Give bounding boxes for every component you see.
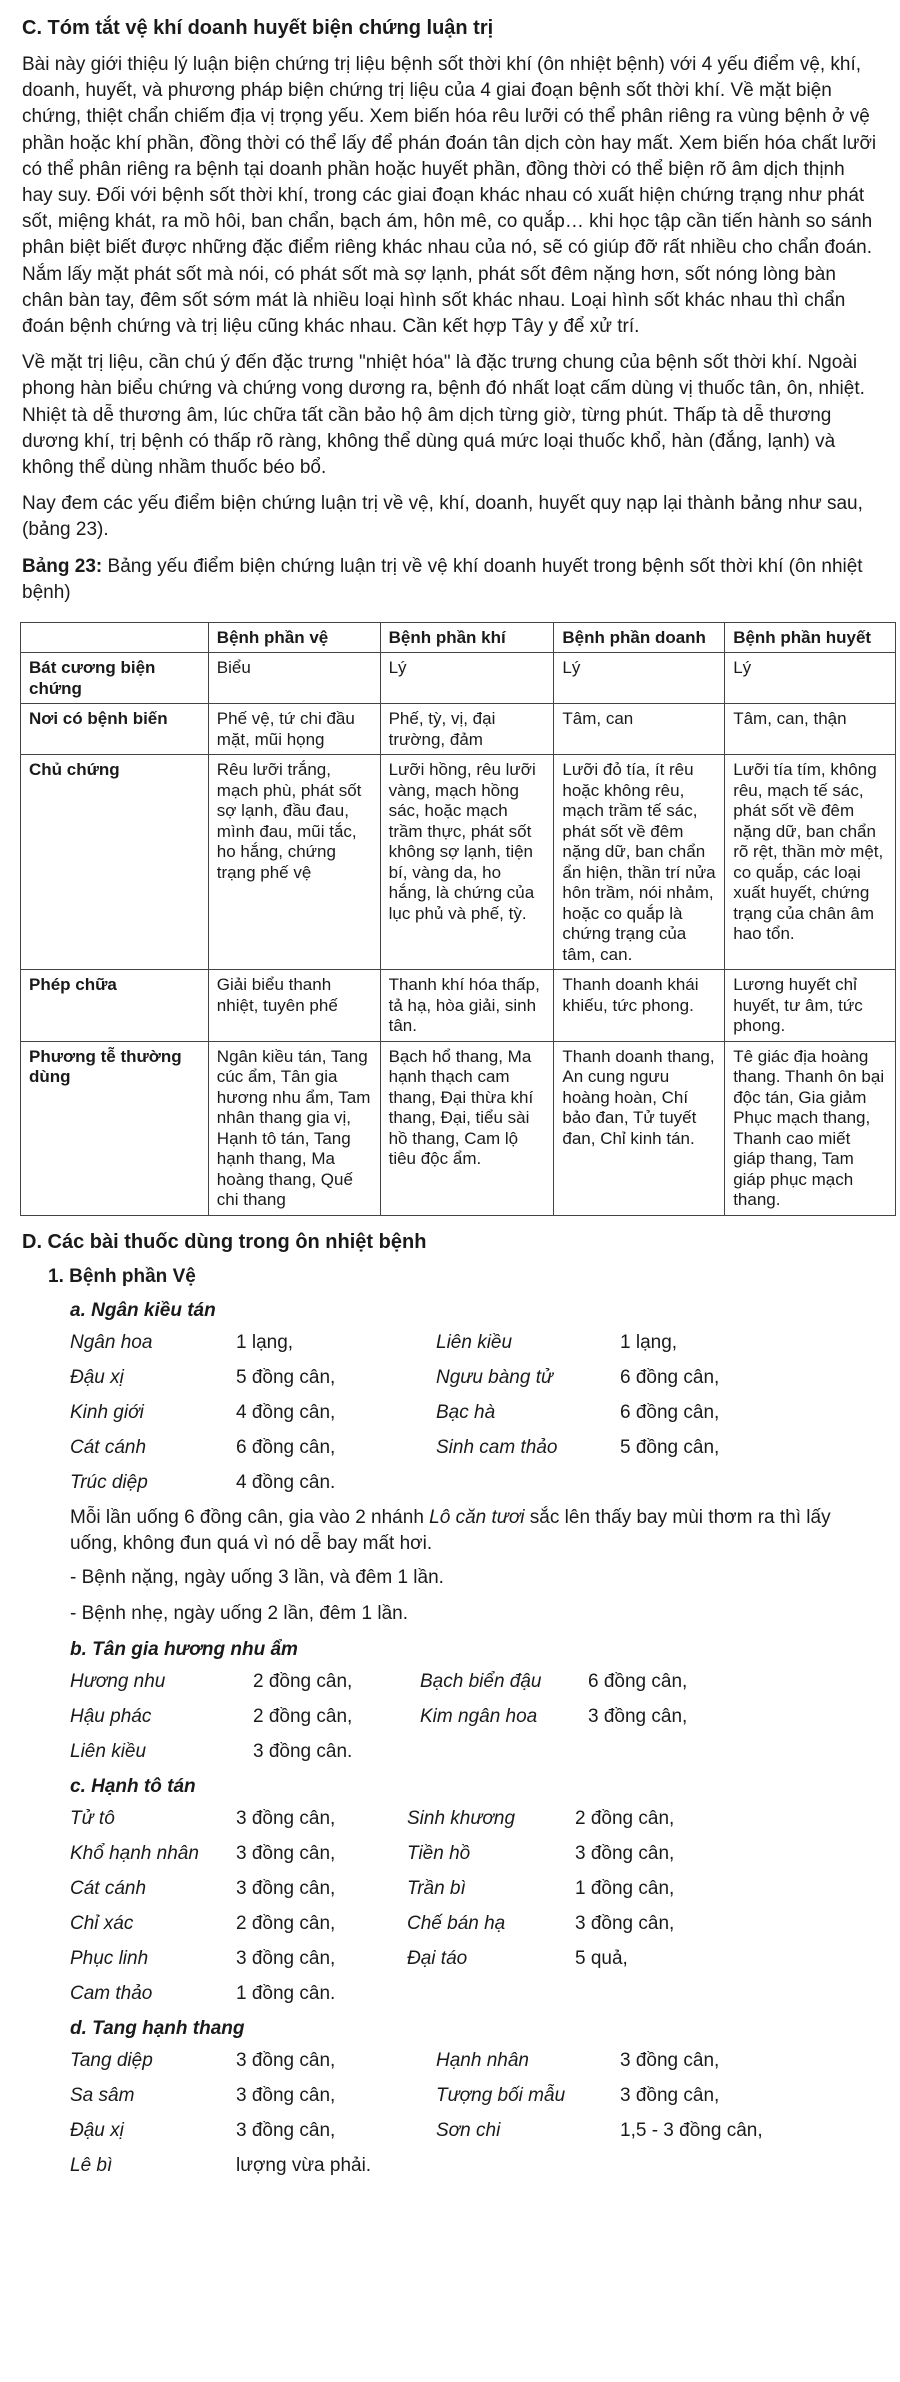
herb-amount: 2 đồng cân, xyxy=(253,1705,353,1727)
herb-amount: 1 đồng cân. xyxy=(236,1982,336,2004)
ingredient-row xyxy=(70,2083,878,2109)
herb-name: Chỉ xác xyxy=(70,1912,134,1934)
table-cell: Phế, tỳ, vị, đại trường, đảm xyxy=(380,704,554,755)
table-row-header: Bát cương biện chứng xyxy=(21,653,209,704)
formula-title: d. Tang hạnh thang xyxy=(70,2017,245,2039)
section-c-paragraph-3: Nay đem các yếu điểm biện chứng luận trị về vệ, khí, doanh, huyết quy nạp lại thành bảng như sau, (bảng 23). xyxy=(22,493,863,541)
table-cell: Biểu xyxy=(208,653,380,704)
herb-name: Kim ngân hoa xyxy=(420,1705,538,1727)
herb-amount: 1 lạng, xyxy=(236,1331,294,1353)
table-cell: Phế vệ, tứ chi đầu mặt, mũi họng xyxy=(208,704,380,755)
herb-amount: 2 đồng cân, xyxy=(253,1670,353,1692)
herb-name: Liên kiều xyxy=(70,1740,147,1762)
dosage-note: - Bệnh nhẹ, ngày uống 2 lần, đêm 1 lần. xyxy=(70,1602,409,1624)
ingredient-row xyxy=(70,2153,878,2179)
herb-name: Ngưu bàng tử xyxy=(436,1366,554,1388)
herb-name: Trần bì xyxy=(407,1877,466,1899)
ingredient-row xyxy=(70,1739,878,1765)
herb-amount: 3 đồng cân, xyxy=(588,1705,688,1727)
herb-name xyxy=(436,2153,620,2179)
table-cell: Lưỡi hồng, rêu lưỡi vàng, mạch hồng sác, hoặc mạch trầm thực, phát sốt không sợ lạnh, tiện bí, vàng da, ho hắng, là chứng của lục phủ và phế, tỳ. xyxy=(380,755,554,970)
syndrome-table xyxy=(20,622,896,1216)
herb-amount: 3 đồng cân, xyxy=(236,2084,336,2106)
herb-name: Tử tô xyxy=(70,1807,115,1829)
herb-amount: 1 đồng cân, xyxy=(575,1877,675,1899)
ingredient-row xyxy=(70,1806,878,1832)
herb-name: Hậu phác xyxy=(70,1705,152,1727)
herb-name: Liên kiều xyxy=(436,1331,513,1353)
herb-amount: 3 đồng cân, xyxy=(236,1842,336,1864)
herb-amount: 6 đồng cân, xyxy=(620,1366,720,1388)
herb-amount: 3 đồng cân, xyxy=(236,1807,336,1829)
herb-name: Sa sâm xyxy=(70,2084,135,2106)
table-row xyxy=(21,970,896,1042)
table-cell: Thanh doanh thang, An cung ngưu hoàng hoàn, Chí bảo đan, Tử tuyết đan, Chỉ kinh tán. xyxy=(554,1041,725,1215)
herb-amount: 5 đồng cân, xyxy=(236,1366,336,1388)
note-text: sắc lên thấy bay mùi thơm ra thì lấy uống, không đun quá vì nó dễ bay mất hơi. xyxy=(70,1506,831,1554)
herb-amount: 4 đồng cân. xyxy=(236,1471,336,1493)
herb-name xyxy=(436,1470,620,1496)
herb-amount: 6 đồng cân, xyxy=(236,1436,336,1458)
table-caption-text: Bảng yếu điểm biện chứng luận trị về vệ khí doanh huyết trong bệnh sốt thời khí (ôn nhiệt bệnh) xyxy=(22,555,863,603)
herb-name: Cát cánh xyxy=(70,1877,147,1899)
ingredient-row xyxy=(70,1876,878,1902)
table-row xyxy=(21,653,896,704)
ingredient-row xyxy=(70,1435,878,1461)
table-row xyxy=(21,755,896,970)
table-row-header: Nơi có bệnh biến xyxy=(21,704,209,755)
table-cell: Tê giác địa hoàng thang. Thanh ôn bại độc tán, Gia giảm Phục mạch thang, Thanh cao miết giáp thang, Tam giáp phục mạch thang. xyxy=(725,1041,896,1215)
table-cell: Lương huyết chỉ huyết, tư âm, tức phong. xyxy=(725,970,896,1042)
table-cell: Rêu lưỡi trắng, mạch phù, phát sốt sợ lạnh, đầu đau, mình đau, mũi tắc, ho hắng, chứng trạng phế vệ xyxy=(208,755,380,970)
herb-name: Hạnh nhân xyxy=(436,2049,529,2071)
ingredient-row xyxy=(70,2118,878,2144)
herb-name: Sinh khương xyxy=(407,1807,516,1829)
formula-ingredients-d xyxy=(70,2048,878,2179)
subsection-title: 1. Bệnh phần Vệ xyxy=(48,1265,196,1287)
herb-name: Hương nhu xyxy=(70,1670,166,1692)
dosage-note: - Bệnh nặng, ngày uống 3 lần, và đêm 1 lần. xyxy=(70,1566,444,1588)
ingredient-row xyxy=(70,1365,878,1391)
ingredient-row xyxy=(70,1946,878,1972)
herb-amount: 6 đồng cân, xyxy=(588,1670,688,1692)
herb-amount: 3 đồng cân, xyxy=(620,2049,720,2071)
herb-name: Cam thảo xyxy=(70,1982,153,2004)
herb-amount: 5 đồng cân, xyxy=(620,1436,720,1458)
herb-name: Bạch biển đậu xyxy=(420,1670,542,1692)
table-row xyxy=(21,704,896,755)
herb-amount: 6 đồng cân, xyxy=(620,1401,720,1423)
herb-name xyxy=(420,1739,588,1765)
table-cell: Thanh doanh khái khiếu, tức phong. xyxy=(554,970,725,1042)
herb-name: Bạc hà xyxy=(436,1401,496,1423)
table-cell: Lý xyxy=(380,653,554,704)
ingredient-row xyxy=(70,1911,878,1937)
table-row-header: Chủ chứng xyxy=(21,755,209,970)
section-d-title: D. Các bài thuốc dùng trong ôn nhiệt bệnh xyxy=(22,1230,427,1253)
herb-name: Lê bì xyxy=(70,2154,113,2176)
herb-amount: 5 quả, xyxy=(575,1947,628,1969)
table-header-cell: Bệnh phần doanh xyxy=(554,622,725,653)
table-cell: Ngân kiều tán, Tang cúc ẩm, Tân gia hương nhu ẩm, Tam nhân thang gia vị, Hạnh tô tán, Tang hạnh thang, Ma hoàng thang, Quế chi thang xyxy=(208,1041,380,1215)
herb-amount: 3 đồng cân, xyxy=(236,1877,336,1899)
herb-amount: 3 đồng cân. xyxy=(253,1740,353,1762)
table-header-cell xyxy=(21,622,209,653)
herb-name: Đậu xị xyxy=(70,2119,124,2141)
herb-name: Đại táo xyxy=(407,1947,468,1969)
ingredient-row xyxy=(70,1330,878,1356)
herb-amount: lượng vừa phải. xyxy=(236,2154,372,2176)
herb-name: Kinh giới xyxy=(70,1401,144,1423)
formula-title: a. Ngân kiều tán xyxy=(70,1299,216,1321)
herb-name: Tiền hồ xyxy=(407,1842,471,1864)
table-cell: Giải biểu thanh nhiệt, tuyên phế xyxy=(208,970,380,1042)
herb-amount: 2 đồng cân, xyxy=(575,1807,675,1829)
note-text: Mỗi lần uống 6 đồng cân, gia vào 2 nhánh xyxy=(70,1506,430,1528)
herb-name: Phục linh xyxy=(70,1947,149,1969)
ingredient-row xyxy=(70,1841,878,1867)
herb-name: Chế bán hạ xyxy=(407,1912,506,1934)
note-herb: Lô căn tươi xyxy=(429,1506,525,1528)
ingredient-row xyxy=(70,1400,878,1426)
herb-name: Sinh cam thảo xyxy=(436,1436,558,1458)
section-c-title: C. Tóm tắt vệ khí doanh huyết biện chứng luận trị xyxy=(22,17,494,39)
table-header-row xyxy=(21,622,896,653)
herb-amount: 3 đồng cân, xyxy=(236,1947,336,1969)
herb-name: Sơn chi xyxy=(436,2119,501,2141)
formula-title: b. Tân gia hương nhu ẩm xyxy=(70,1638,298,1660)
herb-name: Tượng bối mẫu xyxy=(436,2084,566,2106)
formula-ingredients-b xyxy=(70,1669,878,1765)
herb-name: Đậu xị xyxy=(70,1366,124,1388)
table-cell: Tâm, can xyxy=(554,704,725,755)
ingredient-row xyxy=(70,1704,878,1730)
table-row-header: Phép chữa xyxy=(21,970,209,1042)
ingredient-row xyxy=(70,1669,878,1695)
herb-amount: 2 đồng cân, xyxy=(236,1912,336,1934)
table-cell: Lưỡi đỏ tía, ít rêu hoặc không rêu, mạch trầm tế sác, phát sốt về đêm nặng dữ, ban chẩn ẩn hiện, thần trí nửa hôn trầm, nói nhảm, hoặc co quắp là chứng trạng của tâm, can. xyxy=(554,755,725,970)
formula-title: c. Hạnh tô tán xyxy=(70,1775,196,1797)
table-cell: Lưỡi tía tím, không rêu, mạch tế sác, phát sốt về đêm nặng dữ, ban chẩn rõ rệt, thần mờ mệt, co quắp, các loại xuất huyết, chứng trạng của chân âm hao tổn. xyxy=(725,755,896,970)
table-header-cell: Bệnh phần khí xyxy=(380,622,554,653)
table-cell: Tâm, can, thận xyxy=(725,704,896,755)
table-cell: Lý xyxy=(554,653,725,704)
herb-amount: 1,5 - 3 đồng cân, xyxy=(620,2119,763,2141)
table-header-cell: Bệnh phần vệ xyxy=(208,622,380,653)
formula-ingredients-c xyxy=(70,1806,878,2007)
formula-note xyxy=(70,1505,878,1557)
herb-amount: 1 lạng, xyxy=(620,1331,678,1353)
herb-name: Trúc diệp xyxy=(70,1471,148,1493)
table-caption-label: Bảng 23: xyxy=(22,555,103,577)
herb-amount: 4 đồng cân, xyxy=(236,1401,336,1423)
ingredient-row xyxy=(70,1981,878,2007)
herb-name xyxy=(407,1981,575,2007)
herb-amount: 3 đồng cân, xyxy=(236,2049,336,2071)
herb-amount: 3 đồng cân, xyxy=(236,2119,336,2141)
table-caption xyxy=(22,554,878,606)
herb-amount: 3 đồng cân, xyxy=(620,2084,720,2106)
ingredient-row xyxy=(70,2048,878,2074)
section-c-paragraph-2: Về mặt trị liệu, cần chú ý đến đặc trưng "nhiệt hóa" là đặc trưng chung của bệnh sốt thời khí. Ngoài phong hàn biểu chứng và chứng vong dương ra, bệnh đó nhất loạt cấm dùng vị thuốc tân, ôn, nhiệt. Nhiệt tà dễ thương âm, lúc chữa tất cần bảo hộ âm dịch từng giờ, từng phút. Thấp tà dễ thương dương khí, trị bệnh có thấp rõ ràng, không thể dùng quá mức loại thuốc khổ, hàn (đắng, lạnh) và không thể dùng nhầm thuốc béo bổ. xyxy=(22,352,865,479)
table-cell: Lý xyxy=(725,653,896,704)
table-header-cell: Bệnh phần huyết xyxy=(725,622,896,653)
herb-name: Khổ hạnh nhân xyxy=(70,1842,199,1864)
table-row xyxy=(21,1041,896,1215)
herb-name: Ngân hoa xyxy=(70,1331,153,1353)
herb-amount: 3 đồng cân, xyxy=(575,1842,675,1864)
formula-ingredients-a xyxy=(70,1330,878,1496)
herb-name: Cát cánh xyxy=(70,1436,147,1458)
table-row-header: Phương tễ thường dùng xyxy=(21,1041,209,1215)
herb-amount: 3 đồng cân, xyxy=(575,1912,675,1934)
herb-name: Tang diệp xyxy=(70,2049,153,2071)
section-c-paragraph-1: Bài này giới thiệu lý luận biện chứng trị liệu bệnh sốt thời khí (ôn nhiệt bệnh) với 4 yếu điểm vệ, khí, doanh, huyết, và phương pháp biện chứng trị liệu của 4 giai đoạn bệnh sốt thời khí. Về mặt biện chứng, thiệt chẩn chiếm địa vị trọng yếu. Xem biến hóa rêu lưỡi có thể phân riêng ra vùng bệnh ở vệ phần hoặc khí phần, đồng thời có thể lấy để phán đoán tân dịch còn hay mất. Xem biến hóa chất lưỡi có thể phân riêng ra bệnh tại doanh phần hoặc huyết phần, đồng thời có thể biện rõ âm dịch thịnh hay suy. Đối với bệnh sốt thời khí, trong các giai đoạn khác nhau có xuất hiện chứng trạng như phát sốt, miệng khát, ra mồ hôi, ban chẩn, bạch ám, hôn mê, co quắp… khi học tập cần tiến hành so sánh phân biệt biết được những đặc điểm riêng khác nhau của nó, sẽ có giúp đỡ rất nhiều cho chẩn đoán. Nắm lấy mặt phát sốt mà nói, có phát sốt mà sợ lạnh, phát sốt đêm nặng hơn, sốt nóng lòng bàn chân bàn tay, đêm sốt sớm mát là nhiều loại hình sốt khác nhau. Loại hình sốt khác nhau thì chẩn đoán bệnh chứng và trị liệu cũng khác nhau. Cần kết hợp Tây y để xử trí. xyxy=(22,54,877,338)
table-cell: Thanh khí hóa thấp, tả hạ, hòa giải, sinh tân. xyxy=(380,970,554,1042)
table-cell: Bạch hổ thang, Ma hạnh thạch cam thang, Đại thừa khí thang, Đại, tiểu sài hồ thang, Cam lộ tiêu độc ẩm. xyxy=(380,1041,554,1215)
ingredient-row xyxy=(70,1470,878,1496)
